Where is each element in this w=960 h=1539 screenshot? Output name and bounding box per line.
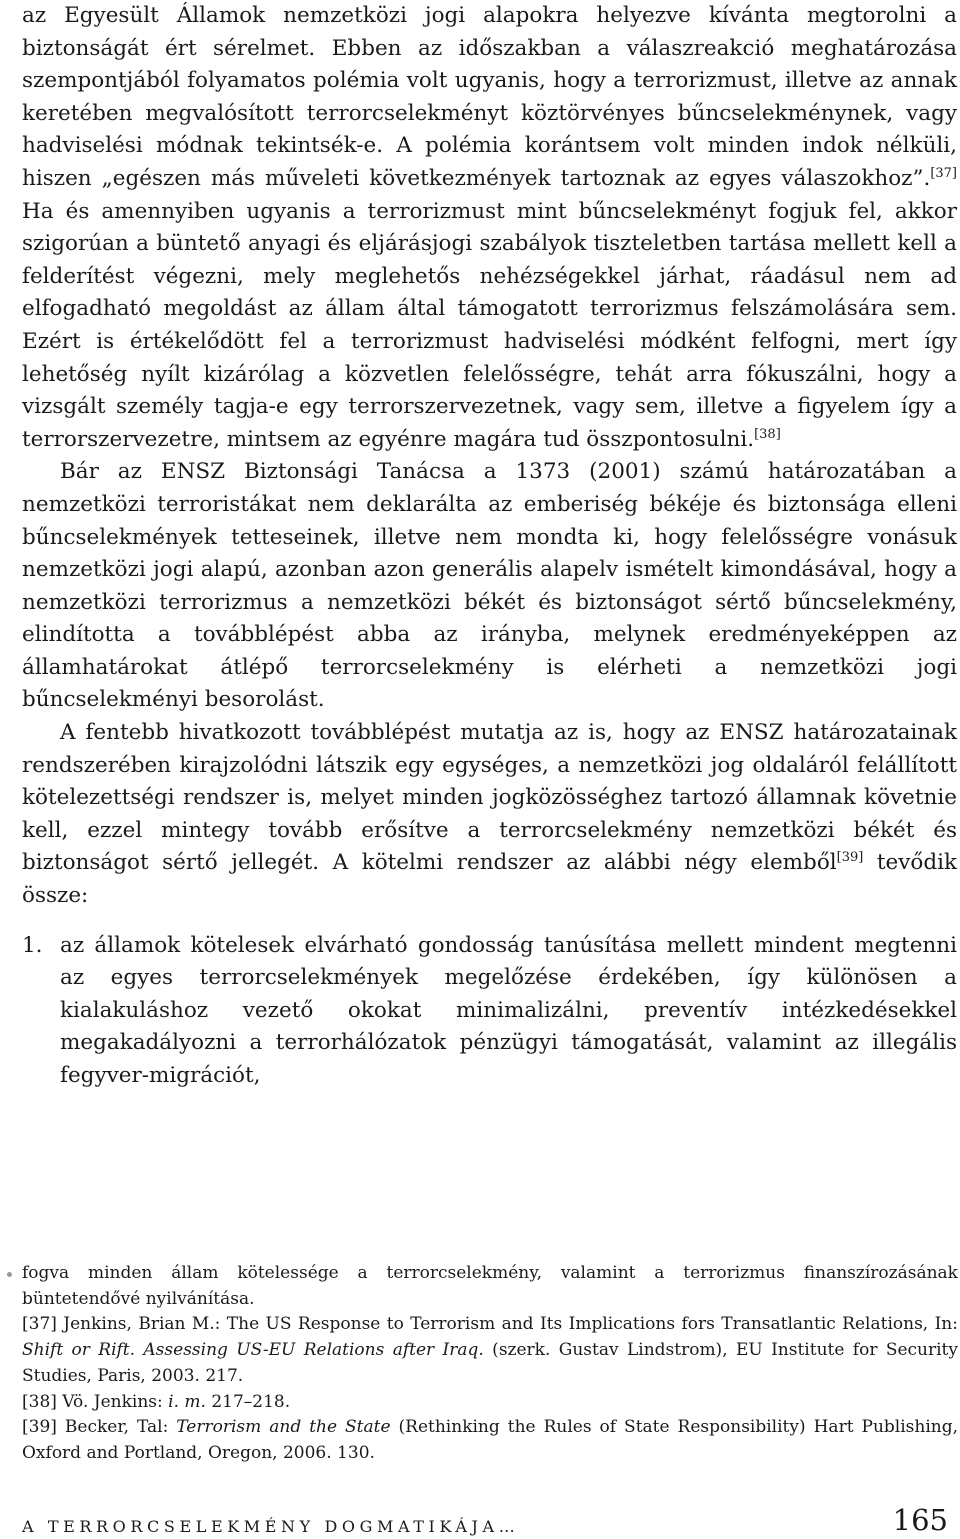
paragraph: A fentebb hivatkozott továbblépést mutatja az is, hogy az ENSZ határozatainak rendszerében kirajzolódni látszik egy egységes, a nemzetközi jog oldaláról felállított kötelezettségi rendszer is, melyet minden jogközösséghez tartozó államnak követnie kell, ezzel mintegy tovább erősítve a terrorcselekmény nemzetközi békét és biztonságot sértő jellegét. A kötelmi rendszer az alábbi négy elemből[39] tevődik össze: [22, 720, 957, 909]
list-item-text: az államok kötelesek elvárható gondosság tanúsítása mellett mindent megtenni az egyes terrorcselekmények megelőzése érdekében, így különösen a kialakuláshoz vezető okokat minimalizálni, preventív intézkedésekkel megakadályozni a terrorhálózatok pénzügyi támogatását, valamint az illegális fegyver-migrációt, [60, 932, 957, 1088]
footnote-39: [39] Becker, Tal: Terrorism and the State (Rethinking the Rules of State Responsibility) Hart Publishing, Oxford and Portland, Oregon, 2006. 130. [22, 1417, 959, 1463]
paragraph: az Egyesült Államok nemzetközi jogi alapokra helyezve kívánta megtorolni a biztonságát ért sérelmet. Ebben az időszakban a válaszreakció meghatározása szempontjából folyamatos polémia volt ugyanis, hogy a terrorizmust, illetve az annak keretében megvalósított terrorcselekményt köztörvényes bűncselekménynek, vagy hadviselési módnak tekintsék-e. A polémia korántsem volt minden indok nélküli, hiszen „egészen más műveleti következmények tartoznak az egyes válaszokhoz”.[37] Ha és amennyiben ugyanis a terrorizmust mint bűncselekményt fogjuk fel, akkor szigorúan a büntető anyagi és eljárásjogi szabályok tiszteletben tartása mellett kell a felderítést végezni, mely meglehetős nehézségekkel járhat, ráadásul nem ad elfogadható megoldást az állam által támogatott terrorizmus felszámolására sem. Ezért is értékelődött fel a terrorizmust hadviselési módként felfogni, mert így lehetőség nyílt kizárólag a közvetlen felelősségre, tehát arra fókuszálni, hogy a vizsgált személy tagja-e egy terrorszervezetnek, vagy sem, illetve a figyelem így a terrorszervezetre, mintsem az egyénre magára tud összpontosulni.[38] [22, 3, 957, 452]
footnote-ref-38[interactable]: [38] [754, 426, 781, 442]
numbered-list [22, 930, 957, 1093]
footnote-37: [37] Jenkins, Brian M.: The US Response to Terrorism and Its Implications fors Transatlantic Relations, In: Shift or Rift. Assessing US-EU Relations after Iraq. (szerk. Gustav Lindstrom), EU Institute for Security Studies, Paris, 2003. 217. [22, 1314, 958, 1386]
page-number: 165 [892, 1503, 948, 1537]
footnote-continuation: fogva minden állam kötelessége a terrorcselekmény, valamint a terrorizmus finanszírozásának büntetendővé nyilvánítása. [22, 1261, 958, 1312]
footnotes [22, 1261, 958, 1467]
list-item [22, 930, 957, 1093]
running-title: A TERRORCSELEKMÉNY DOGMATIKÁJA… [22, 1517, 520, 1536]
page [22, 0, 957, 1093]
footnote-ref-39[interactable]: [39] [836, 850, 864, 866]
main-text [22, 0, 957, 1093]
bullet-icon [7, 1272, 12, 1277]
page-footer [22, 1503, 948, 1539]
footnote-ref-37[interactable]: [37] [930, 165, 957, 181]
list-number: 1. [22, 932, 43, 958]
paragraph: Bár az ENSZ Biztonsági Tanácsa a 1373 (2001) számú határozatában a nemzetközi terroristákat nem deklarálta az emberiség békéje és biztonsága elleni bűncselekmények tetteseinek, illetve nem mondta ki, hogy felelősségre vonásuk nemzetközi jogi alapú, azonban azon generális alapelv ismételt kimondásával, hogy a nemzetközi terrorizmus a nemzetközi békét és biztonságot sértő bűncselekmény, elindította a továbblépést abba az irányba, melynek eredményeképpen az államhatárokat átlépő terrorcselekmény is elérheti a nemzetközi jogi bűncselekményi besorolást. [22, 459, 957, 713]
footnote-38: [38] Vö. Jenkins: i. m. 217–218. [22, 1391, 291, 1412]
